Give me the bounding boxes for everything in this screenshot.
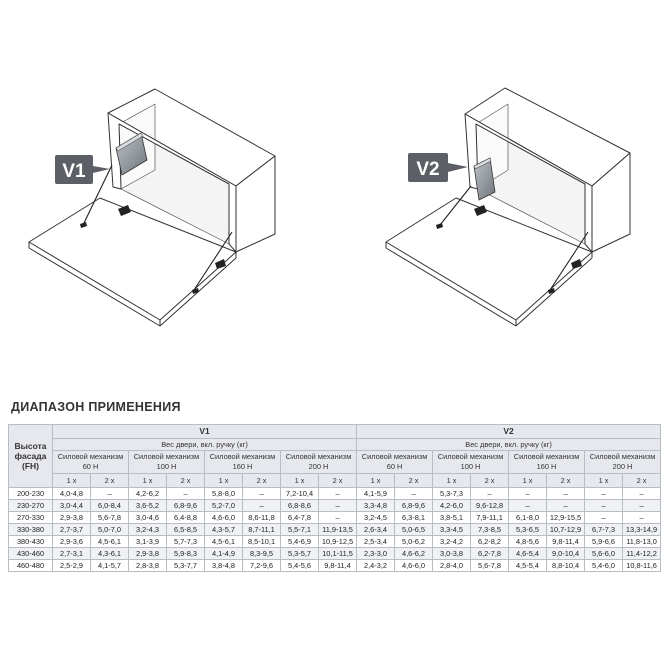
weight-range-cell: 4,3-6,1 [91,548,129,560]
mechanism-force: 200 Н [308,462,329,471]
weight-range-cell: 3,6-5,2 [129,500,167,512]
mechanism-count-header: 1 x [281,474,319,488]
weight-range-cell: 2,7-3,1 [53,548,91,560]
cabinet-v2-drawing [386,88,630,326]
mechanism-count-header: 1 x [205,474,243,488]
weight-range-cell: – [319,488,357,500]
table-body [9,488,661,572]
mechanism-header [433,451,509,474]
weight-range-cell: 4,8-5,6 [509,536,547,548]
table-header-count-row [9,474,661,488]
mechanism-name: Силовой механизм [361,452,428,461]
weight-range-cell: 3,0-3,8 [433,548,471,560]
front-height-cell: 380-430 [9,536,53,548]
mechanism-force: 60 Н [386,462,403,471]
weight-range-cell: 5,5-7,1 [281,524,319,536]
mechanism-count-header: 2 x [319,474,357,488]
weight-range-cell: 4,2-6,0 [433,500,471,512]
mechanism-force: 200 Н [612,462,633,471]
mechanism-name: Силовой механизм [437,452,504,461]
weight-range-cell: 5,8-8,0 [205,488,243,500]
mechanism-name: Силовой механизм [209,452,276,461]
weight-range-cell: – [243,488,281,500]
mechanism-name: Силовой механизм [285,452,352,461]
weight-range-cell: – [623,512,661,524]
weight-range-cell: 2,4-3,2 [357,560,395,572]
weight-range-cell: 4,6-5,4 [509,548,547,560]
group-header-v1: V1 [53,425,357,439]
mechanism-count-header: 2 x [471,474,509,488]
table-row [9,488,661,500]
weight-range-cell: 5,6-7,8 [91,512,129,524]
table-row [9,536,661,548]
mechanism-count-header: 1 x [129,474,167,488]
weight-range-cell: 5,9-6,6 [585,536,623,548]
weight-range-cell: 3,8-4,8 [205,560,243,572]
front-height-cell: 430-460 [9,548,53,560]
mechanism-name: Силовой механизм [57,452,124,461]
weight-range-cell: 12,9-15,5 [547,512,585,524]
mechanism-header [281,451,357,474]
table-row [9,500,661,512]
weight-range-cell: – [585,500,623,512]
weight-range-cell: – [623,488,661,500]
weight-range-cell: 10,8-11,6 [623,560,661,572]
weight-range-cell: – [471,488,509,500]
mechanism-header [205,451,281,474]
weight-range-cell: 3,0-4,6 [129,512,167,524]
mechanism-force: 160 Н [536,462,557,471]
mechanism-count-header: 2 x [623,474,661,488]
weight-range-cell: 6,0-8,4 [91,500,129,512]
weight-range-cell: 6,2-8,2 [471,536,509,548]
weight-range-cell: – [395,488,433,500]
weight-range-cell: 2,8-4,0 [433,560,471,572]
weight-range-cell: – [585,512,623,524]
table-row [9,524,661,536]
weight-range-cell: 5,3-7,3 [433,488,471,500]
mechanism-force: 160 Н [232,462,253,471]
weight-range-cell: 3,2-4,3 [129,524,167,536]
weight-range-cell: 6,4-7,8 [281,512,319,524]
weight-range-cell: 5,2-7,0 [205,500,243,512]
application-range-table [8,424,661,572]
weight-range-cell: 3,2-4,5 [357,512,395,524]
variant-label-v1: V1 [62,161,86,182]
mechanism-count-header: 2 x [167,474,205,488]
mechanism-count-header: 2 x [91,474,129,488]
weight-label-v2: Вес двери, вкл. ручку (кг) [357,439,661,451]
weight-range-cell: 6,8-9,6 [395,500,433,512]
weight-range-cell: 10,7-12,9 [547,524,585,536]
weight-range-cell: 9,0-10,4 [547,548,585,560]
weight-range-cell: 4,5-6,1 [91,536,129,548]
weight-range-cell: 5,4-5,6 [281,560,319,572]
table-header-mechanism-row [9,451,661,474]
weight-range-cell: 5,3-5,7 [281,548,319,560]
weight-range-cell: 4,2-6,2 [129,488,167,500]
weight-range-cell: – [547,488,585,500]
weight-range-cell: 5,4-6,9 [281,536,319,548]
weight-range-cell: 2,9-3,8 [53,512,91,524]
weight-range-cell: – [509,500,547,512]
weight-range-cell: 2,5-3,4 [357,536,395,548]
weight-range-cell: 9,8-11,4 [547,536,585,548]
weight-range-cell: – [585,488,623,500]
table-header-group-row [9,425,661,439]
weight-range-cell: 8,3-9,5 [243,548,281,560]
section-title: ДИАПАЗОН ПРИМЕНЕНИЯ [11,400,181,414]
mechanism-count-header: 1 x [433,474,471,488]
weight-range-cell: 2,9-3,8 [129,548,167,560]
weight-range-cell: 4,6-6,2 [395,548,433,560]
weight-range-cell: 5,9-8,3 [167,548,205,560]
mechanism-count-header: 1 x [509,474,547,488]
weight-range-cell: – [319,500,357,512]
weight-range-cell: 3,1-3,9 [129,536,167,548]
weight-range-cell: 4,1-5,9 [357,488,395,500]
weight-range-cell: – [319,512,357,524]
table-row [9,560,661,572]
weight-range-cell: 8,8-10,4 [547,560,585,572]
weight-range-cell: 4,0-4,8 [53,488,91,500]
variant-badge-v2 [408,153,468,182]
weight-range-cell: 3,2-4,2 [433,536,471,548]
mechanism-count-header: 1 x [357,474,395,488]
weight-range-cell: 5,0-7,0 [91,524,129,536]
weight-range-cell: 2,5-2,9 [53,560,91,572]
weight-range-cell: 6,8-9,6 [167,500,205,512]
weight-range-cell: 7,2-10,4 [281,488,319,500]
group-header-v2: V2 [357,425,661,439]
weight-range-cell: 5,0-6,5 [395,524,433,536]
weight-range-cell: – [243,500,281,512]
mechanism-header [53,451,129,474]
weight-range-cell: – [167,488,205,500]
weight-range-cell: 5,3-6,5 [509,524,547,536]
weight-range-cell: 9,6-12,8 [471,500,509,512]
weight-range-cell: 11,4-12,2 [623,548,661,560]
weight-range-cell: 8,7-11,1 [243,524,281,536]
mechanism-count-header: 2 x [243,474,281,488]
weight-range-cell: – [91,488,129,500]
weight-range-cell: 11,9-13,5 [319,524,357,536]
variant-badge-v1 [55,155,110,184]
mechanism-header [509,451,585,474]
weight-range-cell: 7,2-9,6 [243,560,281,572]
weight-range-cell: 4,5-5,4 [509,560,547,572]
mechanism-count-header: 1 x [53,474,91,488]
weight-range-cell: 4,1-5,7 [91,560,129,572]
mechanism-force: 100 Н [460,462,481,471]
weight-range-cell: 6,4-8,8 [167,512,205,524]
weight-range-cell: 13,3-14,9 [623,524,661,536]
mechanism-header [357,451,433,474]
front-height-cell: 460-480 [9,560,53,572]
weight-range-cell: – [547,500,585,512]
mechanism-force: 60 Н [82,462,99,471]
weight-range-cell: 7,3-8,5 [471,524,509,536]
weight-range-cell: 8,6-11,8 [243,512,281,524]
weight-range-cell: 4,1-4,9 [205,548,243,560]
table-header-weight-row [9,439,661,451]
front-height-cell: 330-380 [9,524,53,536]
front-height-cell: 230-270 [9,500,53,512]
mechanism-header [585,451,661,474]
front-height-cell: 270-330 [9,512,53,524]
weight-range-cell: 11,8-13,0 [623,536,661,548]
table-row [9,512,661,524]
weight-range-cell: 6,3-8,1 [395,512,433,524]
mechanism-count-header: 2 x [395,474,433,488]
mechanism-name: Силовой механизм [133,452,200,461]
height-column-header: Высота фасада (FH) [9,425,53,488]
mechanism-count-header: 1 x [585,474,623,488]
table-row [9,548,661,560]
weight-range-cell: – [509,488,547,500]
mechanism-count-header: 2 x [547,474,585,488]
weight-range-cell: 2,9-3,6 [53,536,91,548]
weight-range-cell: 2,8-3,8 [129,560,167,572]
weight-range-cell: 2,6-3,4 [357,524,395,536]
weight-range-cell: 5,6-6,0 [585,548,623,560]
cabinet-v1-drawing [29,89,275,326]
weight-range-cell: 4,6-6,0 [395,560,433,572]
mechanism-header [129,451,205,474]
front-height-cell: 200-230 [9,488,53,500]
weight-range-cell: 4,6-6,0 [205,512,243,524]
weight-range-cell: 5,7-7,3 [167,536,205,548]
weight-range-cell: 5,0-6,2 [395,536,433,548]
weight-label-v1: Вес двери, вкл. ручку (кг) [53,439,357,451]
weight-range-cell: 4,5-6,1 [205,536,243,548]
weight-range-cell: 3,8-5,1 [433,512,471,524]
weight-range-cell: – [623,500,661,512]
weight-range-cell: 5,4-6,0 [585,560,623,572]
weight-range-cell: 10,1-11,5 [319,548,357,560]
weight-range-cell: 6,1-8,0 [509,512,547,524]
weight-range-cell: 4,3-5,7 [205,524,243,536]
weight-range-cell: 8,5-10,1 [243,536,281,548]
weight-range-cell: 2,3-3,0 [357,548,395,560]
weight-range-cell: 5,6-7,8 [471,560,509,572]
weight-range-cell: 3,3-4,5 [433,524,471,536]
weight-range-cell: 6,8-8,6 [281,500,319,512]
mechanism-name: Силовой механизм [513,452,580,461]
weight-range-cell: 7,9-11,1 [471,512,509,524]
weight-range-cell: 9,8-11,4 [319,560,357,572]
weight-range-cell: 10,9-12,5 [319,536,357,548]
weight-range-cell: 3,3-4,8 [357,500,395,512]
weight-range-cell: 6,7-7,3 [585,524,623,536]
weight-range-cell: 3,0-4,4 [53,500,91,512]
mechanism-force: 100 Н [156,462,177,471]
weight-range-cell: 2,7-3,7 [53,524,91,536]
mechanism-name: Силовой механизм [589,452,656,461]
variant-label-v2: V2 [416,159,440,180]
weight-range-cell: 5,3-7,7 [167,560,205,572]
weight-range-cell: 6,5-8,5 [167,524,205,536]
weight-range-cell: 6,2-7,8 [471,548,509,560]
